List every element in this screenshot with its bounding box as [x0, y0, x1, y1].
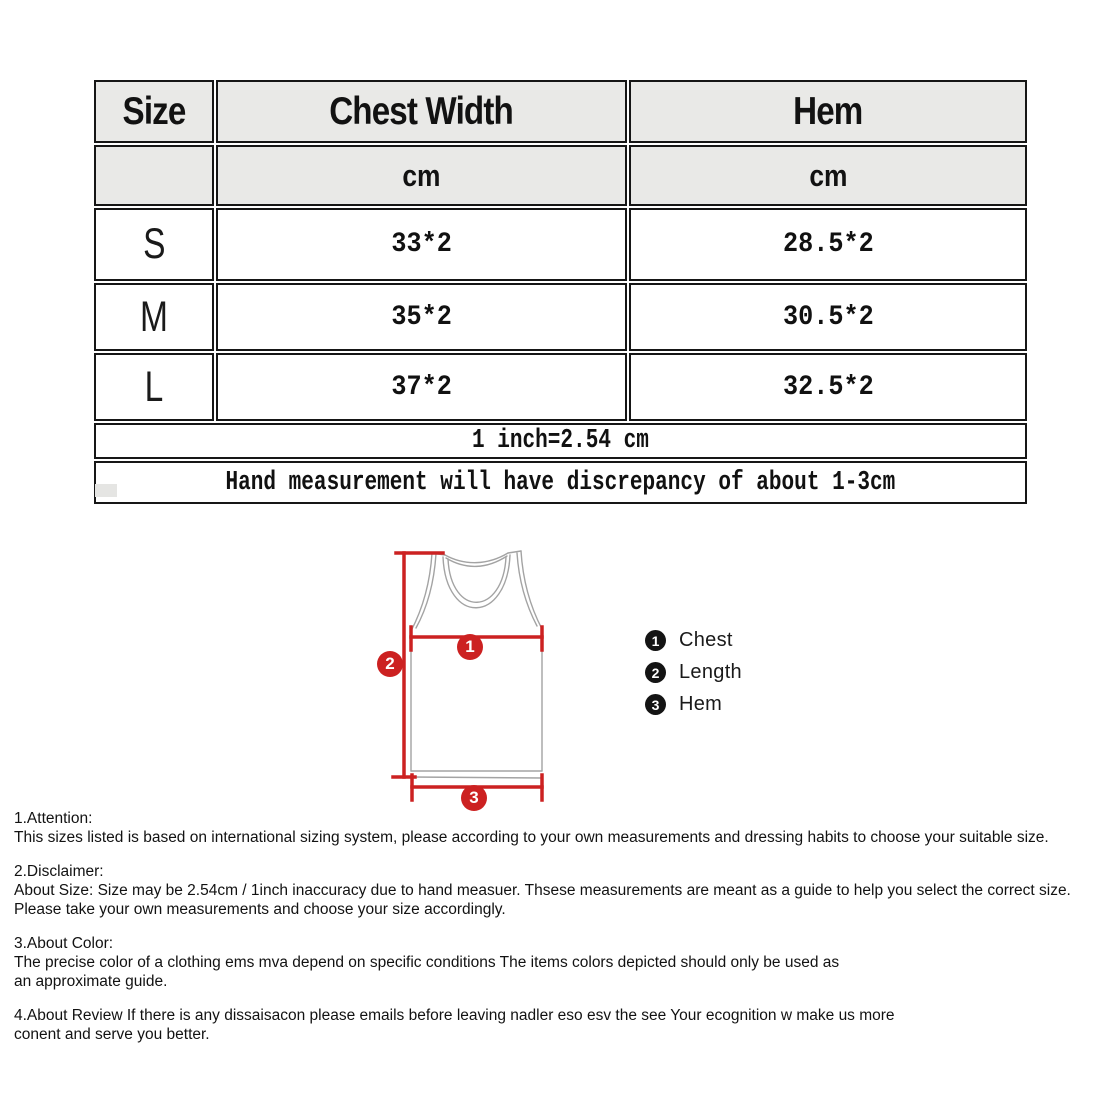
tank-top-outline: [411, 551, 542, 778]
measurement-lines: [393, 553, 542, 800]
legend-item-length: [645, 662, 742, 683]
note-measurement-text: Hand measurement will have discrepancy of about 1-3cm: [225, 467, 896, 498]
legend-label-length: Length: [679, 661, 742, 683]
attention-paragraph: [14, 809, 1092, 847]
hem-value: 30.5*2: [782, 301, 874, 333]
col-header-hem: [629, 80, 1027, 143]
note-conversion-text: 1 inch=2.54 cm: [472, 426, 649, 456]
legend-badge-1: 1: [645, 630, 666, 651]
hem-cell: [629, 208, 1027, 281]
length-marker-badge: 2: [377, 651, 403, 677]
about-review-body-line2: conent and serve you better.: [14, 1026, 210, 1043]
table-note-measurement-row: [94, 461, 1027, 504]
about-color-body-line2: an approximate guide.: [14, 973, 168, 990]
hem-cell: [629, 283, 1027, 351]
unit-chest-label: cm: [402, 157, 441, 193]
hem-marker-badge: 3: [461, 785, 487, 811]
size-cell: [94, 208, 214, 281]
legend-badge-3: 3: [645, 694, 666, 715]
tank-top-diagram: [370, 540, 590, 820]
size-cell: [94, 283, 214, 351]
table-row-m: [94, 283, 1027, 351]
col-header-hem-label: Hem: [793, 89, 863, 133]
legend-item-hem: [645, 694, 742, 715]
unit-cell-chest: [216, 145, 627, 206]
chest-value: 37*2: [391, 371, 452, 403]
unit-cell-hem: [629, 145, 1027, 206]
size-table: [92, 78, 1029, 506]
hem-value: 32.5*2: [782, 371, 874, 403]
note-measurement-cell: [94, 461, 1027, 504]
disclaimer-title: 2.Disclaimer:: [14, 863, 104, 880]
table-row-l: [94, 353, 1027, 421]
about-review-body-line1: 4.About Review If there is any dissaisacon please emails before leaving nadler eso esv the see Your ecognition w make us more: [14, 1007, 895, 1024]
about-color-title: 3.About Color:: [14, 935, 114, 952]
col-header-chest-width: [216, 80, 627, 143]
note-conversion-cell: [94, 423, 1027, 459]
unit-cell-empty: [94, 145, 214, 206]
legend-label-chest: Chest: [679, 629, 733, 651]
size-label: L: [144, 362, 164, 411]
table-header-row: [94, 80, 1027, 143]
scan-artifact: [95, 484, 117, 497]
table-note-conversion-row: [94, 423, 1027, 459]
unit-hem-label: cm: [808, 157, 848, 193]
disclaimer-body-line1: About Size: Size may be 2.54cm / 1inch inaccuracy due to hand measuer. Thsese measurements are meant as a guide to help you select the correct size.: [14, 882, 1071, 899]
col-header-size-label: Size: [122, 89, 186, 133]
about-review-paragraph: [14, 1006, 1092, 1044]
notes-section: [14, 809, 1092, 1059]
chest-cell: [216, 353, 627, 421]
col-header-chest-width-label: Chest Width: [329, 89, 514, 133]
legend-label-hem: Hem: [679, 693, 723, 715]
attention-title: 1.Attention:: [14, 810, 93, 827]
about-color-paragraph: [14, 934, 1092, 991]
legend-item-chest: [645, 630, 742, 651]
disclaimer-paragraph: [14, 862, 1092, 919]
attention-body: This sizes listed is based on international sizing system, please according to your own measurements and dressing habits to choose your suitable size.: [14, 829, 1049, 846]
chest-cell: [216, 283, 627, 351]
disclaimer-body-line2: Please take your own measurements and choose your size accordingly.: [14, 901, 506, 918]
hem-value: 28.5*2: [782, 229, 874, 260]
chest-marker-badge: 1: [457, 634, 483, 660]
table-row-s: [94, 208, 1027, 281]
col-header-size: [94, 80, 214, 143]
chest-value: 35*2: [391, 301, 452, 333]
legend-badge-2: 2: [645, 662, 666, 683]
about-color-body-line1: The precise color of a clothing ems mva depend on specific conditions The items colors depicted should only be used as: [14, 954, 840, 971]
size-cell: [94, 353, 214, 421]
chest-cell: [216, 208, 627, 281]
size-label: M: [140, 292, 168, 341]
measurement-legend: [645, 630, 742, 715]
hem-cell: [629, 353, 1027, 421]
chest-value: 33*2: [391, 229, 452, 260]
table-unit-row: [94, 145, 1027, 206]
size-label: S: [142, 220, 166, 268]
